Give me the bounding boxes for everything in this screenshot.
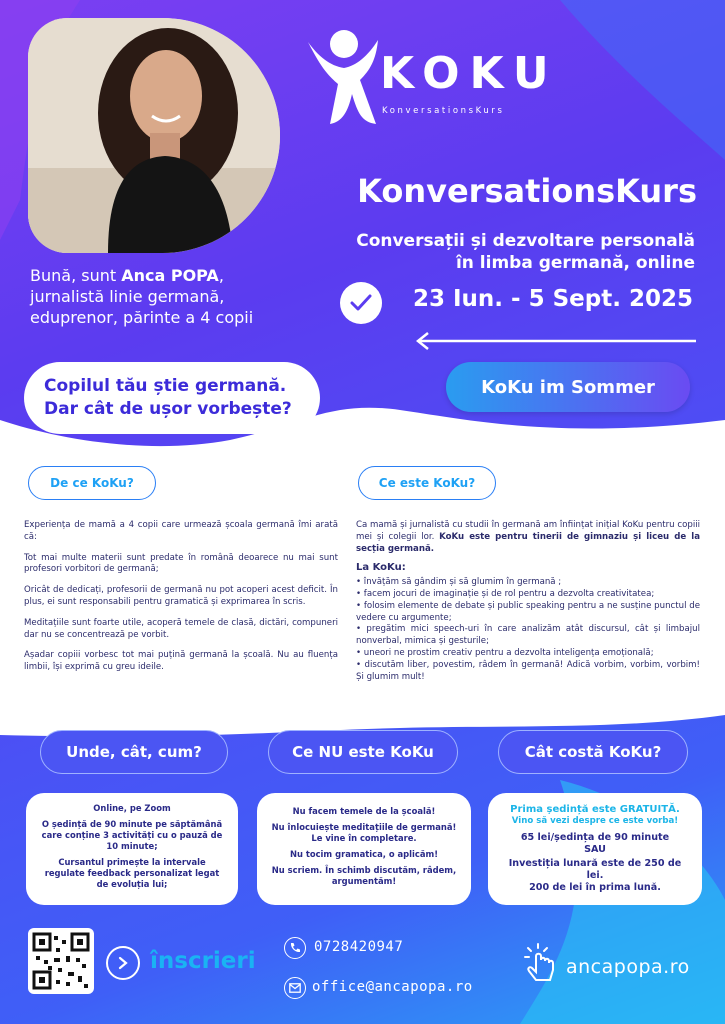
subtitle-line-2: în limba germană, online xyxy=(455,253,695,273)
hook-line-2: Dar cât de ușor vorbește? xyxy=(44,399,292,419)
what-is-koku-label: Ce este KoKu? xyxy=(358,466,496,500)
page-title: KonversationsKurs xyxy=(357,172,697,210)
why-paragraph: Oricât de dedicați, profesorii de germană nu pot acoperi acest deficit. În plus, ei sunt responsabili pentru gramatică și exprimarea în scris. xyxy=(24,585,338,607)
intro-text xyxy=(30,265,253,328)
list-item: • pregătim mici speech-uri în care analizăm atât discursul, cât și limbajul nonverbal, mimica și gesturile; xyxy=(356,624,700,647)
signup-link[interactable]: înscrieri xyxy=(150,948,256,974)
what-is-koku-text xyxy=(356,520,700,683)
list-item: • învățăm să gândim și să glumim în germană ; xyxy=(356,577,562,588)
cost-card-first-month: 200 de lei în prima lună. xyxy=(529,882,661,893)
list-item: • facem jocuri de imaginație și de rol pentru a dezvolta creativitatea; xyxy=(356,588,655,599)
what-intro-bold: KoKu este pentru tinerii de gimnaziu și liceu de la secția germană. xyxy=(356,531,700,554)
hook-line-1: Copilul tău știe germană. xyxy=(44,376,287,396)
email-icon xyxy=(284,977,306,999)
not-card-line: Nu scriem. În schimb discutăm, râdem, argumentăm! xyxy=(271,865,457,886)
cost-card-monthly: Investiția lunară este de 250 de lei. xyxy=(508,858,682,881)
why-paragraph: Meditațiile sunt foarte utile, acoperă temele de clasă, dictări, compuneri dar nu se concentrează pe vorbit. xyxy=(24,617,338,640)
cost-card xyxy=(488,793,702,905)
cost-card-free: Prima ședință este GRATUITĂ. xyxy=(510,804,680,815)
qr-code[interactable] xyxy=(28,928,94,994)
koku-logo xyxy=(300,22,559,132)
why-paragraph: Tot mai multe materii sunt predate în română deoarece nu mai sunt profesori vorbitori de germană; xyxy=(24,552,338,575)
list-item: • uneori ne prostim creativ pentru a dezvolta inteligența emoțională; xyxy=(356,647,654,658)
where-card xyxy=(26,793,238,905)
not-card-line: Nu facem temele de la școală! xyxy=(292,806,436,816)
not-card-line: Nu tocim gramatica, o aplicăm! xyxy=(289,849,439,859)
phone-number[interactable]: 0728420947 xyxy=(314,939,404,955)
check-icon xyxy=(340,282,382,324)
email-address[interactable]: office@ancapopa.ro xyxy=(312,979,473,995)
cost-card-or: SAU xyxy=(584,844,606,855)
intro-greeting: Bună, sunt xyxy=(30,266,122,285)
intro-line-3: eduprenor, părinte a 4 copii xyxy=(30,308,254,327)
why-paragraph: Așadar copiii vorbesc tot mai puțină germană la școală. Nu au fluența limbii, își exprimă cu greu ideile. xyxy=(24,650,338,673)
list-item: • folosim elemente de debate și public speaking pentru a ne susține punctul de vedere cu argumente; xyxy=(356,600,700,623)
where-card-line: Online, pe Zoom xyxy=(93,803,171,813)
section-not-pill: Ce NU este KoKu xyxy=(268,730,458,774)
what-list-title: La KoKu: xyxy=(356,562,406,574)
cost-card-invite: Vino să vezi despre ce este vorba! xyxy=(511,816,679,826)
why-koku-text xyxy=(24,520,338,683)
intro-name: Anca POPA xyxy=(121,266,219,285)
website-link[interactable]: ancapopa.ro xyxy=(566,956,690,978)
intro-line-1 xyxy=(30,265,253,286)
click-hand-icon xyxy=(522,942,558,984)
not-card-line: Nu înlocuiește meditațiile de germană! Le vine în completare. xyxy=(271,822,457,843)
section-cost-pill: Cât costă KoKu? xyxy=(498,730,688,774)
intro-comma: , xyxy=(218,266,224,285)
what-list xyxy=(356,577,700,683)
logo-tagline: KonversationsKurs xyxy=(382,106,505,116)
course-dates: 23 Iun. - 5 Sept. 2025 xyxy=(412,286,693,312)
not-card xyxy=(257,793,471,905)
where-card-line: Cursantul primește la intervale regulate feedback personalizat legat de evoluția lui; xyxy=(44,857,220,889)
logo-wordmark: KOKU xyxy=(380,48,559,99)
portrait-photo xyxy=(28,18,280,253)
why-koku-label: De ce KoKu? xyxy=(28,466,156,500)
chevron-right-icon[interactable] xyxy=(106,946,140,980)
logo-figure-icon xyxy=(300,22,380,132)
hook-pill xyxy=(24,362,320,434)
what-intro-plain: Ca mamă și jurnalistă cu studii în germană am înființat inițial KoKu pentru copiii mei și colegii lor. xyxy=(356,520,700,542)
koku-im-sommer-button[interactable]: KoKu im Sommer xyxy=(446,362,690,412)
phone-icon xyxy=(284,937,306,959)
what-intro xyxy=(356,520,700,555)
list-item: • discutăm liber, povestim, râdem în germană! Adică vorbim, vorbim, vorbim! Și glumim mult! xyxy=(356,659,700,682)
intro-line-2: jurnalistă linie germană, xyxy=(30,287,225,306)
where-card-line: O ședință de 90 minute pe săptămână care conține 3 activități cu o pauză de 10 minute; xyxy=(41,819,223,851)
arrow-left-icon xyxy=(414,332,696,350)
why-paragraph: Experiența de mamă a 4 copii care urmează școala germană îmi arată că: xyxy=(24,520,338,542)
cost-card-price: 65 lei/ședința de 90 minute xyxy=(520,832,670,843)
subtitle xyxy=(356,230,695,274)
section-where-pill: Unde, cât, cum? xyxy=(40,730,228,774)
subtitle-line-1: Conversații și dezvoltare personală xyxy=(356,231,695,251)
